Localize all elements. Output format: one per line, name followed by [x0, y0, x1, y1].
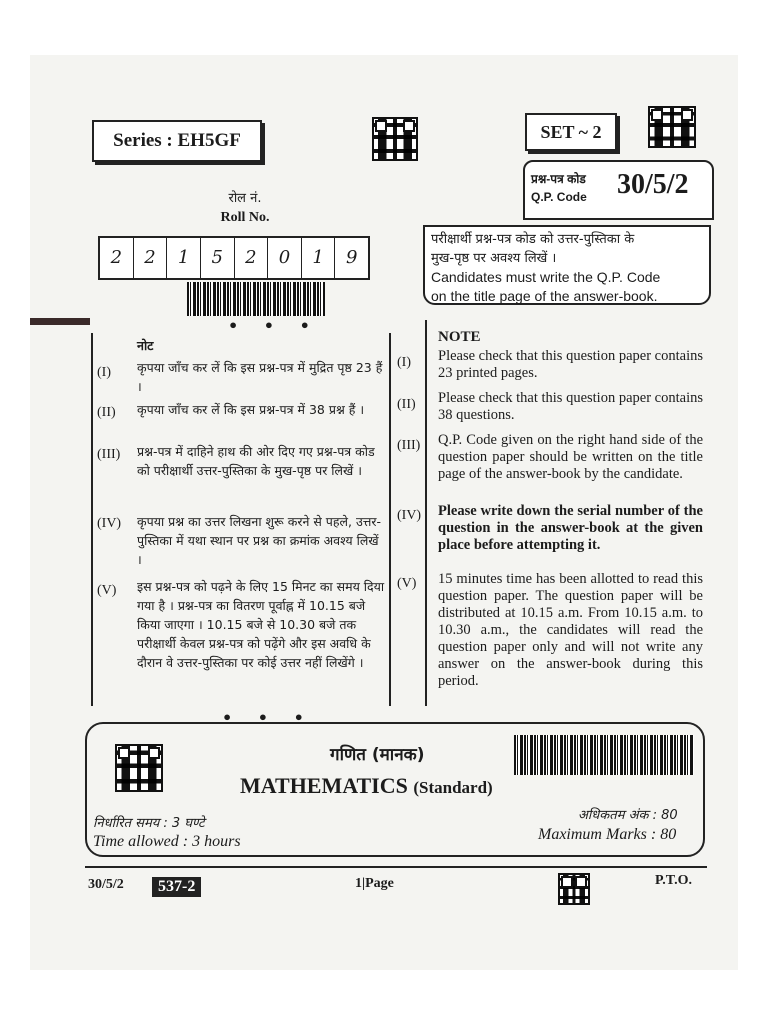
dots-divider: • • •: [222, 708, 314, 727]
roll-digit: 2: [235, 238, 269, 278]
roll-digit: 1: [167, 238, 201, 278]
item-text-hi: कृपया जाँच कर लें कि इस प्रश्न-पत्र में 38 प्रश्न हैं ।: [137, 402, 365, 417]
roll-label-en: Roll No.: [220, 210, 270, 225]
footer-qp-code: 30/5/2: [88, 877, 124, 892]
series-box: Series : EH5GF: [92, 120, 262, 162]
subject-title-main: MATHEMATICS: [240, 773, 408, 798]
item-text-hi: इस प्रश्न-पत्र को पढ़ने के लिए 15 मिनट का समय दिया गया है । प्रश्न-पत्र का वितरण पूर्वाह्न में 10.15 बजे किया जाएगा । 10.15 बजे से 10.30 बजे तक परीक्षार्थी केवल प्रश्न-पत्र को पढ़ेंगे और इस अवधि के दौरान वे उत्तर-पुस्तिका पर कोई उत्तर नहीं लिखेंगे ।: [137, 579, 385, 670]
time-allowed-en: Time allowed : 3 hours: [93, 833, 241, 850]
item-number-hi: (III): [97, 447, 121, 462]
item-text-en: Please write down the serial number of the question in the answer-book at the given place before attempting it.: [438, 503, 703, 553]
instruction-en-line-1: Candidates must write the Q.P. Code: [431, 269, 661, 285]
roll-digit: 5: [201, 238, 235, 278]
item-text-hi: कृपया जाँच कर लें कि इस प्रश्न-पत्र में मुद्रित पृष्ठ 23 हैं ।: [137, 360, 383, 394]
note-heading-hi: नोट: [137, 338, 154, 353]
instruction-en-line-2: on the title page of the answer-book.: [431, 288, 658, 304]
dots-divider: • • •: [228, 316, 320, 335]
qp-code-label-hi: प्रश्न-पत्र कोड: [531, 172, 586, 186]
roll-label-hi: रोल नं.: [228, 191, 262, 206]
margin-mark: [30, 318, 90, 325]
item-number-en: (IV): [397, 508, 422, 523]
item-number-hi: (V): [97, 583, 117, 598]
qr-code-icon: [372, 117, 418, 161]
time-allowed-hi: निर्धारित समय : 3 घण्टे: [93, 816, 205, 831]
roll-digit: 2: [134, 238, 168, 278]
instruction-box: [423, 225, 711, 305]
instruction-hi-line-1: परीक्षार्थी प्रश्न-पत्र कोड को उत्तर-पुस्तिका के: [431, 232, 635, 247]
qp-code-box: [523, 160, 714, 220]
instruction-hi-line-2: मुख-पृष्ठ पर अवश्य लिखें ।: [431, 251, 557, 266]
roll-digit: 9: [345, 247, 358, 268]
qp-code-label-en: Q.P. Code: [531, 190, 587, 204]
subject-title-en: [240, 773, 493, 799]
note-heading-en: NOTE: [438, 329, 481, 345]
roll-number-boxes: [98, 236, 370, 280]
column-rule: [425, 320, 427, 706]
item-text-en: 15 minutes time has been allotted to read this question paper. The question paper will be distributed at 10.15 a.m. From 10.15 a.m. to 10.30 a.m., the candidates will read the question paper only and will not write any answer on the answer-book during this period.: [438, 571, 703, 689]
item-number-en: (III): [397, 438, 421, 453]
barcode-icon: [514, 735, 694, 775]
item-text-en: Please check that this question paper contains 23 printed pages.: [438, 348, 703, 381]
item-number-hi: (IV): [97, 516, 122, 531]
roll-digit: 1: [302, 238, 336, 278]
qp-code-labels: [531, 170, 587, 206]
item-text-en: Q.P. Code given on the right hand side of the question paper should be written on the title page of the answer-book by the candidate.: [438, 432, 703, 482]
item-text-hi: प्रश्न-पत्र में दाहिने हाथ की ओर दिए गए प्रश्न-पत्र कोड को परीक्षार्थी उत्तर-पुस्तिका के मुख-पृष्ठ पर लिखें ।: [137, 444, 375, 478]
pto-label: P.T.O.: [655, 873, 692, 888]
subject-title-suffix: (Standard): [413, 778, 493, 797]
qr-code-icon: [648, 106, 696, 148]
footer-rule: [85, 866, 707, 868]
item-number-hi: (II): [97, 405, 116, 420]
qr-code-icon: [558, 873, 590, 905]
qp-code-value: 30/5/2: [617, 169, 689, 200]
item-text-hi: कृपया प्रश्न का उत्तर लिखना शुरू करने से पहले, उत्तर-पुस्तिका में यथा स्थान पर प्रश्न का क्रमांक अवश्य लिखें ।: [137, 514, 382, 567]
set-box: SET ~ 2: [525, 113, 617, 151]
item-number-en: (V): [397, 576, 417, 591]
item-number-en: (I): [397, 355, 411, 370]
max-marks-hi: अधिकतम अंक : 80: [578, 808, 678, 823]
column-rule: [91, 333, 93, 706]
item-number-hi: (I): [97, 365, 111, 380]
roll-digit: 2: [100, 238, 134, 278]
qr-code-icon: [115, 744, 163, 792]
page-number: 1|Page: [355, 876, 394, 891]
subject-title-hi: गणित (मानक): [330, 745, 425, 765]
barcode-icon: [187, 282, 325, 316]
item-number-en: (II): [397, 397, 416, 412]
max-marks-en: Maximum Marks : 80: [538, 826, 677, 843]
roll-digit: 0: [268, 238, 302, 278]
item-text-en: Please check that this question paper contains 38 questions.: [438, 390, 703, 423]
column-rule: [389, 333, 391, 706]
footer-badge: 537-2: [152, 877, 201, 897]
